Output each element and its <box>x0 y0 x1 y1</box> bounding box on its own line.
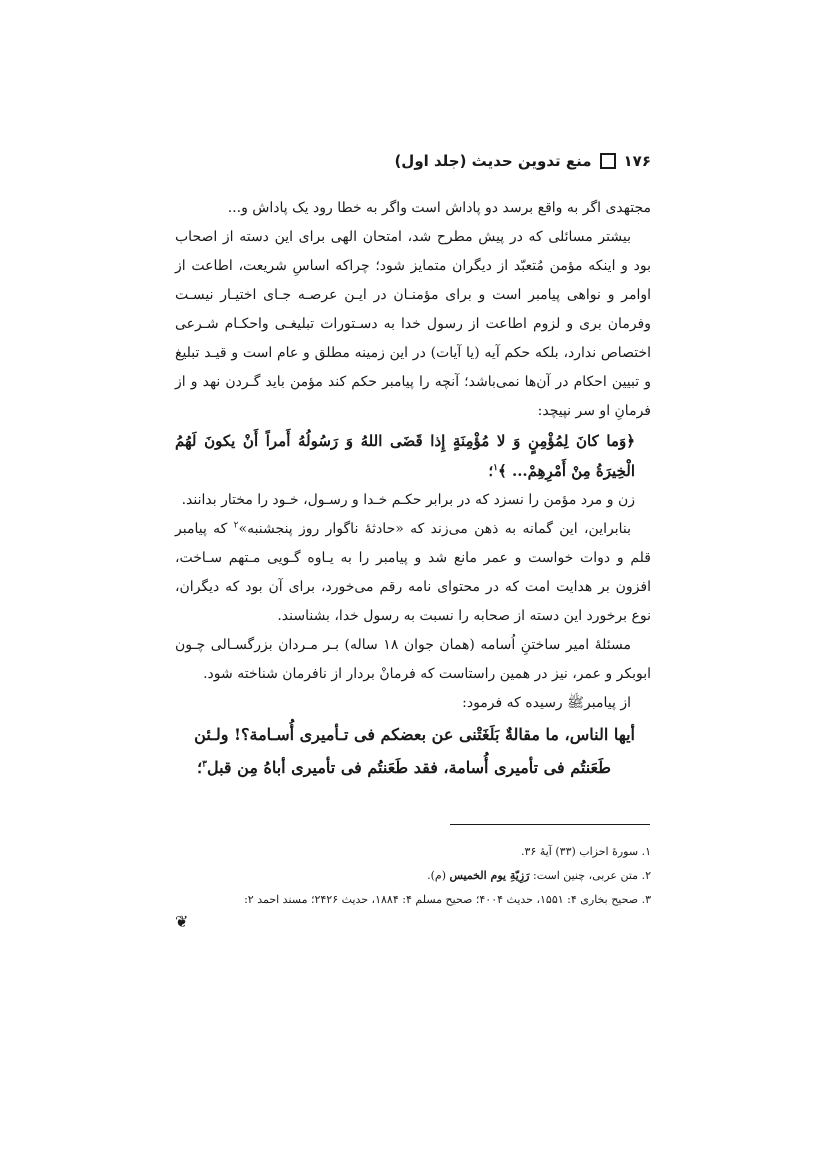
footnote-2-prefix: ۲. متن عربی، چنین است: <box>529 869 651 882</box>
footnote-1: ۱. سورهٔ احزاب (۳۳) آیهٔ ۳۶. <box>521 845 651 858</box>
continuation-icon: ❦ <box>175 912 189 931</box>
header-square-icon <box>600 153 616 169</box>
footnote-ref-3[interactable]: ۳ <box>202 759 207 770</box>
verse-text: ﴿وَما كانَ لِمُؤْمِنٍ وَ لا مُؤْمِنَةٍ إِذا قَضَى اللهُ وَ رَسُولُهُ أَمراً أَنْ يكونَ لَهُمُ الْخِيرَةُ مِنْ أَمْرِهِمْ... ﴾ <box>175 432 635 480</box>
paragraph-5: مسئلهٔ امیر ساختنِ اُسامه (همان جوان ۱۸ ساله) بـر مـردان بزرگسـالی چـون ابوبکر و عمر، نیز در همین راستاست که فرمانْ بردار از نافرمان شناخته شود. <box>175 637 651 682</box>
footnote-2-arabic: رَزِيّةِ يوم الخميس <box>449 869 530 882</box>
footnote-divider <box>450 824 650 825</box>
paragraph-4 <box>175 515 651 631</box>
footnote-ref-1[interactable]: ۱ <box>493 463 498 473</box>
page-number: ۱۷۶ <box>623 152 651 170</box>
paragraph-6: از پیامبرﷺ رسیده که فرمود: <box>462 695 631 711</box>
paragraph-4-start: بنابراین، این گمانه به ذهن می‌زند که «حادثهٔ ناگوار روز پنجشنبه» <box>238 521 631 537</box>
footnote-2 <box>175 864 651 888</box>
paragraph-3: زن و مرد مؤمن را نسزد که در برابر حکـم خـدا و رسـول، خـود را مختار بدانند. <box>181 492 635 508</box>
hadith-line-1: أيها الناس، ما مقالةٌ بَلَغَتْنی عن بعضكم فی تـأميری أُسـامة؟! ولـئن <box>194 725 635 744</box>
hadith-end: ؛ <box>197 758 203 777</box>
quran-verse <box>175 426 651 486</box>
running-title: منع تدوین حدیث (جلد اول) <box>394 152 592 170</box>
page-header <box>394 152 651 170</box>
main-text <box>175 194 651 784</box>
paragraph-1: مجتهدی اگر به واقع برسد دو پاداش است واگر به خطا رود یک پاداش و... <box>227 200 651 216</box>
hadith-line-2-text: طَعَنتُم فی تأميری أُسامة، فقد طَعَنتُم فی تأميری أباهُ مِن قبل <box>206 758 611 777</box>
verse-end: ؛ <box>488 462 494 480</box>
footnote-ref-2[interactable]: ۲ <box>233 520 239 531</box>
hadith-line-2 <box>175 751 651 784</box>
footnote-3: ۳. صحیح بخاری ۴: ۱۵۵۱، حدیث ۴۰۰۴؛ صحیح مسلم ۴: ۱۸۸۴، حدیث ۲۴۲۶؛ مسند احمد ۲: <box>244 893 651 906</box>
footnotes <box>175 840 651 932</box>
paragraph-2: بیشتر مسائلی که در پیش مطرح شد، امتحان الهی برای این دسته از اصحاب بود و اینکه مؤمن مُتعبّد از دیگران متمایز شود؛ چراکه اساسِ شریعت، اطاعت از اوامر و نواهی پیامبر است و برای مؤمنـان در ایـن عرصـه جـای اختیـار نیسـت وفرمان بری و لزوم اطاعت از رسول خدا به دسـتورات تبلیغـی واحکـام شـرعی اختصاص ندارد، بلکه حکم آیه (یا آیات) در این زمینه مطلق و عام است و قیـد تبلیغ و تبیین احکام در آن‌ها نمی‌باشد؛ آنچه را پیامبر حکم کند مؤمن باید گـردن نهد و از فرمانِ او سر نپیچد: <box>175 229 651 419</box>
paragraph-4-rest: که پیامبر قلم و دوات خواست و عمر مانع شد و پیامبر را به یـاوه گـویی مـتهم سـاخت، افزون بر هدایت امت که در محتوای نامه رقم می‌خورد، برای آن بود که دیگران، نوع برخورد این دسته از صحابه را نسبت به رسول خدا، بشناسند. <box>175 521 651 624</box>
footnote-2-suffix: (م). <box>427 869 450 882</box>
